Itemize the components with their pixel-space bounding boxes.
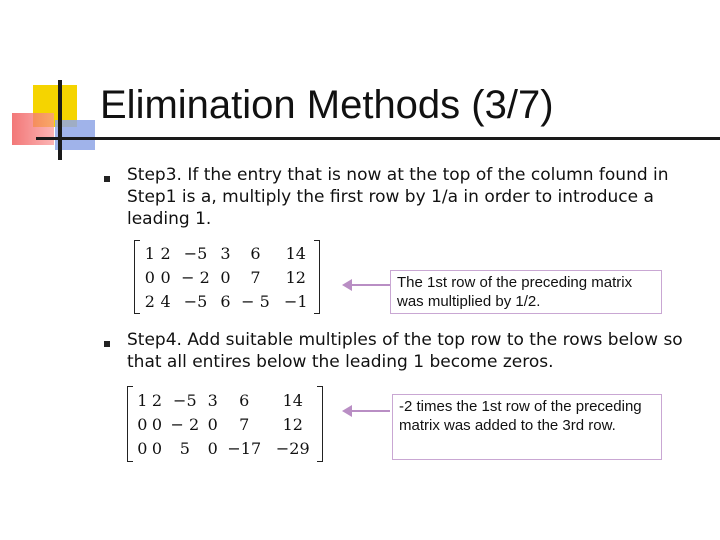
title-decoration-vertical-line bbox=[58, 80, 62, 160]
matrix-right-bracket bbox=[314, 240, 320, 314]
matrix-cell: 7 bbox=[239, 414, 250, 434]
matrix-cell: 1 bbox=[137, 390, 148, 410]
matrix-cell: 0 bbox=[207, 438, 218, 458]
matrix-cell: 0 bbox=[144, 267, 155, 287]
matrix-cell: 6 bbox=[239, 390, 250, 410]
matrix-cell: −29 bbox=[275, 438, 310, 458]
arrow-left-icon bbox=[344, 410, 390, 412]
matrix-cell: −17 bbox=[227, 438, 262, 458]
matrix-cell: 12 bbox=[285, 267, 306, 287]
title-underline bbox=[36, 137, 720, 140]
matrix-cell: 0 bbox=[220, 267, 231, 287]
matrix-right-bracket bbox=[317, 386, 323, 462]
matrix-cell: 0 bbox=[151, 438, 163, 458]
matrix-cell: 5 bbox=[179, 438, 190, 458]
matrix-cell: 2 bbox=[160, 243, 171, 263]
matrix-row bbox=[135, 388, 317, 412]
step4-matrix bbox=[127, 386, 323, 462]
matrix-cell: 14 bbox=[282, 390, 303, 410]
matrix-cell: 7 bbox=[250, 267, 261, 287]
matrix-cell: 0 bbox=[137, 414, 148, 434]
matrix-cell: −5 bbox=[173, 390, 197, 410]
step3-matrix bbox=[134, 240, 320, 314]
matrix-cell: 4 bbox=[160, 291, 171, 311]
matrix-row bbox=[142, 265, 314, 289]
step4-text: Step4. Add suitable multiples of the top row to the rows below so that all entires below the leading 1 become zeros. bbox=[127, 330, 683, 372]
step4-annotation: -2 times the 1st row of the preceding matrix was added to the 3rd row. bbox=[392, 394, 662, 460]
matrix-cell: −1 bbox=[283, 291, 308, 311]
matrix-cell: 6 bbox=[220, 291, 231, 311]
matrix-row bbox=[135, 412, 317, 436]
matrix-cell: 12 bbox=[282, 414, 303, 434]
matrix-left-bracket bbox=[127, 386, 133, 462]
matrix-cell: 14 bbox=[285, 243, 306, 263]
step3-text: Step3. If the entry that is now at the top of the column found in Step1 is a, multiply the first row by 1/a in order to introduce a leading 1. bbox=[127, 165, 669, 229]
title-decoration-red-square bbox=[12, 113, 54, 145]
matrix-cell: − 2 bbox=[170, 414, 200, 434]
arrow-left-icon bbox=[344, 284, 390, 286]
matrix-cell: −5 bbox=[183, 243, 208, 263]
matrix-cell: 0 bbox=[151, 414, 163, 434]
matrix-cell: 0 bbox=[207, 414, 218, 434]
bullet-square-icon bbox=[104, 176, 110, 182]
matrix-cell: 3 bbox=[207, 390, 218, 410]
matrix-cell: − 5 bbox=[241, 291, 270, 311]
matrix-cell: 3 bbox=[220, 243, 231, 263]
matrix-cell: −5 bbox=[183, 291, 208, 311]
matrix-left-bracket bbox=[134, 240, 140, 314]
matrix-cell: 6 bbox=[250, 243, 261, 263]
matrix-cell: 0 bbox=[160, 267, 171, 287]
bullet-square-icon bbox=[104, 341, 110, 347]
matrix-cell: 0 bbox=[137, 438, 148, 458]
step3-annotation: The 1st row of the preceding matrix was multiplied by 1/2. bbox=[390, 270, 662, 314]
matrix-cell: 2 bbox=[144, 291, 155, 311]
matrix-row bbox=[142, 289, 314, 313]
matrix-row bbox=[135, 436, 317, 460]
matrix-cell: 1 bbox=[144, 243, 155, 263]
slide-title: Elimination Methods (3/7) bbox=[100, 83, 554, 127]
matrix-cell: 2 bbox=[151, 390, 163, 410]
matrix-row bbox=[142, 241, 314, 265]
matrix-cell: − 2 bbox=[181, 267, 210, 287]
